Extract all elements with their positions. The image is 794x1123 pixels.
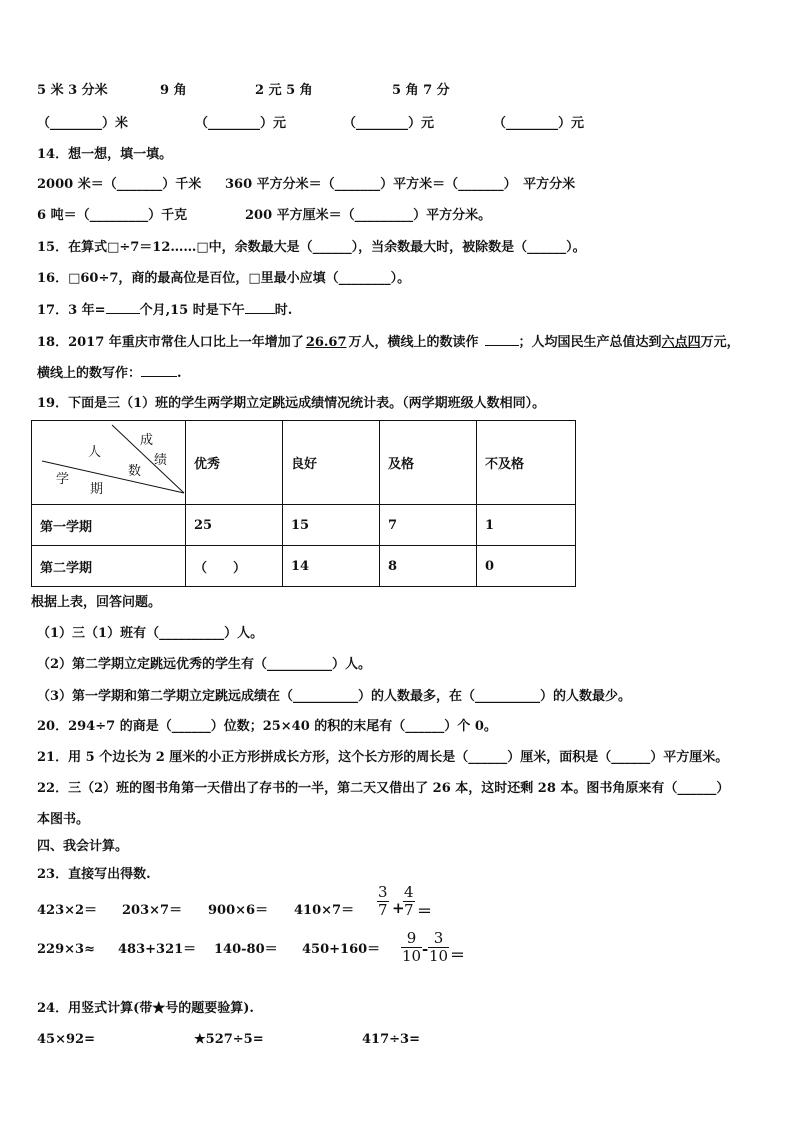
unit-answer-3: （________）元 [343, 116, 435, 131]
table-header-row [32, 421, 576, 505]
q18-line1 [37, 333, 740, 352]
table-cell: 14 [283, 546, 380, 587]
col-header-pass: 及格 [380, 421, 477, 505]
fraction-9-10 [401, 930, 422, 965]
fraction-numerator: 3 [428, 930, 449, 948]
row-label: 第一学期 [32, 505, 186, 546]
diagonal-header-cell [32, 421, 186, 505]
calc-item: 203×7＝ [122, 903, 183, 918]
q18-part4: 万元， [700, 335, 740, 350]
q14-line1-b: 360 平方分米＝（_______）平方米＝（_______） 平方分米 [225, 177, 576, 192]
q19-sub2: （2）第二学期立定跳远优秀的学生有（__________）人。 [37, 657, 372, 672]
unit-answer-4: （________）元 [493, 116, 585, 131]
q21: 21．用 5 个边长为 2 厘米的小正方形拼成长方形，这个长方形的周长是（______）厘米，面积是（______）平方厘米。 [37, 750, 729, 765]
unit-label-1: 5 米 3 分米 [37, 83, 108, 98]
q19-title: 19．下面是三（1）班的学生两学期立定跳远成绩情况统计表。（两学期班级人数相同）。 [37, 396, 546, 411]
fraction-denominator: 7 [404, 901, 414, 919]
q18-underlined-1: 26.67 [305, 335, 347, 350]
q24-title: 24．用竖式计算(带★号的题要验算). [37, 1001, 254, 1016]
fraction-denominator: 10 [402, 947, 422, 965]
unit-label-2: 9 角 [160, 83, 187, 98]
table-cell: 1 [477, 505, 576, 546]
unit-label-3: 2 元 5 角 [255, 83, 313, 98]
table-cell: 0 [477, 546, 576, 587]
diag-ren: 人 [88, 445, 102, 460]
fraction-denominator: 10 [429, 947, 449, 965]
calc-item: 423×2＝ [37, 903, 98, 918]
calc-item: 900×6＝ [208, 903, 269, 918]
q23-title: 23．直接写出得数. [37, 867, 151, 882]
q18-part2: 万人，横线上的数读作 [348, 335, 479, 350]
table-cell: （ ） [186, 546, 283, 587]
unit-answer-2: （________）元 [195, 116, 287, 131]
q17-mid: 个月,15 时是下午 [139, 303, 245, 318]
fraction-3-10 [428, 930, 449, 965]
diag-xue: 学 [56, 472, 70, 487]
q24-item-1: 45×92= [37, 1032, 95, 1047]
section-4-heading: 四、我会计算。 [37, 839, 129, 854]
fraction-3-7 [377, 884, 389, 919]
minus-sign: - [422, 940, 429, 958]
unit-label-4: 5 角 7 分 [392, 83, 450, 98]
q24-item-3: 417÷3= [362, 1032, 420, 1047]
q24-item-2: ★527÷5= [194, 1032, 264, 1047]
q22-line1: 22．三（2）班的图书角第一天借出了存书的一半，第二天又借出了 26 本，这时还剩 28 本。图书角原来有（______） [37, 781, 730, 796]
q19-prompt: 根据上表，回答问题。 [31, 595, 162, 610]
row-label: 第二学期 [32, 546, 186, 587]
q22-line2: 本图书。 [37, 812, 90, 827]
q19-sub1: （1）三（1）班有（__________）人。 [37, 626, 264, 641]
q18-part3: ；人均国民生产总值达到 [518, 335, 662, 350]
table-cell: 8 [380, 546, 477, 587]
q17-after: 时. [274, 303, 293, 318]
stats-table [31, 420, 576, 587]
fraction-4-7 [403, 884, 415, 919]
calc-item: 229×3≈ [37, 942, 95, 957]
q17-blank-2 [245, 301, 275, 314]
calc-item: 410×7＝ [294, 903, 355, 918]
equals-sign: ＝ [450, 946, 466, 964]
diag-ji: 绩 [154, 453, 168, 468]
calc-item: 140-80＝ [214, 942, 278, 957]
q18-underlined-2: 六点四 [661, 335, 701, 350]
fraction-numerator: 9 [401, 930, 422, 948]
table-row [32, 546, 576, 587]
plus-sign: + [392, 899, 405, 917]
fraction-denominator: 7 [378, 901, 388, 919]
table-cell: 25 [186, 505, 283, 546]
col-header-fail: 不及格 [477, 421, 576, 505]
q18-blank-2 [141, 364, 177, 377]
diag-cheng: 成 [140, 433, 154, 448]
q18-line2: 横线上的数写作： . [37, 366, 182, 381]
calc-item: 483+321＝ [118, 942, 197, 957]
q17-before: 17．3 年= [37, 303, 106, 318]
q20: 20．294÷7 的商是（______）位数；25×40 的积的末尾有（______）个 0。 [37, 719, 497, 734]
q14-line1-a: 2000 米＝（_______）千米 [37, 177, 202, 192]
q18-part1: 18．2017 年重庆市常住人口比上一年增加了 [37, 335, 304, 350]
equals-sign: ＝ [417, 902, 433, 920]
table-cell: 7 [380, 505, 477, 546]
table-row [32, 505, 576, 546]
fraction-numerator: 3 [378, 883, 388, 901]
diag-shu: 数 [128, 464, 142, 479]
col-header-excellent: 优秀 [186, 421, 283, 505]
fraction-numerator: 4 [404, 883, 414, 901]
q15: 15．在算式□÷7＝12……□中，余数最大是（______），当余数最大时，被除数是（______）。 [37, 240, 586, 255]
q18-line2-label: 横线上的数写作： [37, 366, 142, 381]
q14-line2-b: 200 平方厘米＝（_________）平方分米。 [245, 208, 492, 223]
q14-title: 14．想一想，填一填。 [37, 147, 173, 162]
q19-sub3: （3）第一学期和第二学期立定跳远成绩在（__________）的人数最多，在（__________）的人数最少。 [37, 689, 632, 704]
diag-qi: 期 [90, 482, 104, 497]
col-header-good: 良好 [283, 421, 380, 505]
q18-blank-1 [485, 333, 519, 346]
unit-answer-1: （________）米 [37, 116, 129, 131]
q17 [37, 301, 292, 320]
calc-item: 450+160＝ [302, 942, 381, 957]
q14-line2-a: 6 吨＝（_________）千克 [37, 208, 188, 223]
q17-blank-1 [106, 301, 140, 314]
q16: 16．□60÷7，商的最高位是百位，□里最小应填（________）。 [37, 271, 411, 286]
table-cell: 15 [283, 505, 380, 546]
